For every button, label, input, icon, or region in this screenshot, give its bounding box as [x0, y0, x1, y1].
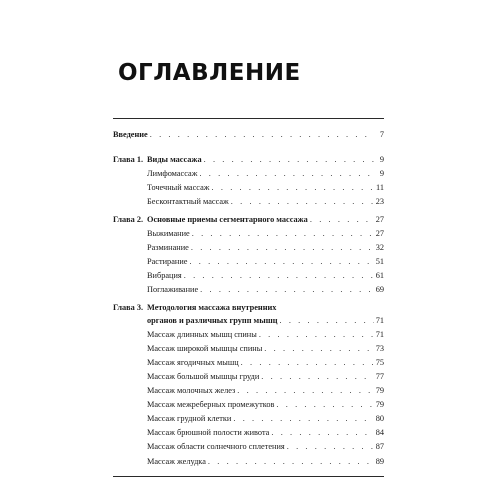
toc-chapter-1[interactable] — [113, 153, 384, 166]
toc-item-title: Массаж ягодичных мышц — [147, 358, 239, 367]
toc-item[interactable] — [113, 283, 384, 296]
toc-item-title: Выжимание — [147, 229, 190, 238]
leader-dots — [279, 314, 373, 327]
leader-dots — [233, 412, 373, 425]
toc-page-number: 27 — [375, 229, 384, 238]
leader-dots — [191, 241, 374, 254]
toc-item[interactable] — [113, 241, 384, 254]
toc-item[interactable] — [113, 342, 384, 355]
toc-item[interactable] — [113, 195, 384, 208]
chapter-label: Глава 1. — [113, 155, 144, 164]
chapter-title: Основные приемы сегментарного массажа — [147, 215, 308, 224]
chapter-title-line-1: Методология массажа внутренних — [147, 303, 277, 312]
top-divider — [113, 118, 384, 119]
toc-page-number: 69 — [375, 285, 384, 294]
toc-page-number: 84 — [375, 428, 384, 437]
toc-page-number: 9 — [379, 169, 384, 178]
leader-dots — [189, 255, 373, 268]
toc-item-title: Массаж межреберных промежутков — [147, 400, 275, 409]
toc-item[interactable] — [113, 426, 384, 439]
toc-item-title: Бесконтактный массаж — [147, 197, 229, 206]
toc-item-title: Точечный массаж — [147, 183, 210, 192]
chapter-label: Глава 2. — [113, 215, 144, 224]
leader-dots — [208, 455, 374, 468]
toc-entry-intro[interactable] — [113, 128, 384, 141]
toc-item-title: Массаж брюшной полости живота — [147, 428, 270, 437]
toc-page-number: 9 — [379, 155, 384, 164]
toc-item-title: Разминание — [147, 243, 189, 252]
chapter-title-block — [147, 301, 384, 327]
toc-page-number: 79 — [375, 400, 384, 409]
toc-page-number: 73 — [375, 344, 384, 353]
toc-item-title: Массаж большой мышцы груди — [147, 372, 260, 381]
chapter-title-line-2: органов и различных групп мышц — [147, 316, 278, 325]
toc-page-number: 61 — [375, 271, 384, 280]
leader-dots — [150, 128, 374, 141]
leader-dots — [310, 213, 374, 226]
toc-entry-title: Введение — [113, 130, 148, 139]
leader-dots — [212, 181, 375, 194]
toc-item[interactable] — [113, 255, 384, 268]
toc-item[interactable] — [113, 328, 384, 341]
leader-dots — [264, 342, 373, 355]
leader-dots — [184, 269, 374, 282]
toc-item-title: Растирание — [147, 257, 188, 266]
toc-page-number: 51 — [375, 257, 384, 266]
toc-page-number: 7 — [379, 130, 384, 139]
toc-page-number: 77 — [375, 372, 384, 381]
toc-item[interactable] — [113, 356, 384, 369]
toc-page-number: 23 — [375, 197, 384, 206]
leader-dots — [276, 398, 373, 411]
toc-item-title: Вибрация — [147, 271, 182, 280]
toc-page-number: 79 — [375, 386, 384, 395]
toc-page-number: 89 — [375, 457, 384, 466]
page-title: ОГЛАВЛЕНИЕ — [118, 60, 301, 86]
toc-item-title: Массаж области солнечного сплетения — [147, 442, 285, 451]
toc-item[interactable] — [113, 398, 384, 411]
chapter-label: Глава 3. — [113, 303, 144, 312]
toc-page-number: 80 — [375, 414, 384, 423]
leader-dots — [231, 195, 374, 208]
toc-item-title: Массаж грудной клетки — [147, 414, 232, 423]
toc-item[interactable] — [113, 384, 384, 397]
toc-item[interactable] — [113, 227, 384, 240]
toc-item[interactable] — [113, 181, 384, 194]
toc-page-number: 87 — [375, 442, 384, 451]
toc-item-title: Лимфомассаж — [147, 169, 198, 178]
toc-item[interactable] — [113, 370, 384, 383]
leader-dots — [261, 370, 373, 383]
toc-item[interactable] — [113, 167, 384, 180]
toc-item[interactable] — [113, 412, 384, 425]
leader-dots — [271, 426, 373, 439]
leader-dots — [241, 356, 374, 369]
bottom-divider — [113, 476, 384, 477]
leader-dots — [259, 328, 374, 341]
toc-chapter-3[interactable] — [113, 301, 384, 327]
toc-item-title: Массаж желудка — [147, 457, 206, 466]
toc-page-number: 75 — [375, 358, 384, 367]
toc-page-number: 71 — [375, 330, 384, 339]
toc-item-title: Поглаживание — [147, 285, 199, 294]
leader-dots — [200, 283, 374, 296]
toc-item[interactable] — [113, 455, 384, 468]
leader-dots — [204, 153, 374, 166]
leader-dots — [237, 384, 373, 397]
toc-page-number: 71 — [375, 316, 384, 325]
toc-item-title: Массаж длинных мышц спины — [147, 330, 257, 339]
leader-dots — [199, 167, 374, 180]
toc-item[interactable] — [113, 440, 384, 453]
toc-item-title: Массаж молочных желез — [147, 386, 236, 395]
chapter-title: Виды массажа — [147, 155, 202, 164]
toc-page-number: 32 — [375, 243, 384, 252]
toc-item-title: Массаж широкой мышцы спины — [147, 344, 263, 353]
toc-page-number: 11 — [376, 183, 384, 192]
leader-dots — [192, 227, 374, 240]
toc-chapter-2[interactable] — [113, 213, 384, 226]
leader-dots — [287, 440, 374, 453]
toc-item[interactable] — [113, 269, 384, 282]
toc-page-number: 27 — [375, 215, 384, 224]
